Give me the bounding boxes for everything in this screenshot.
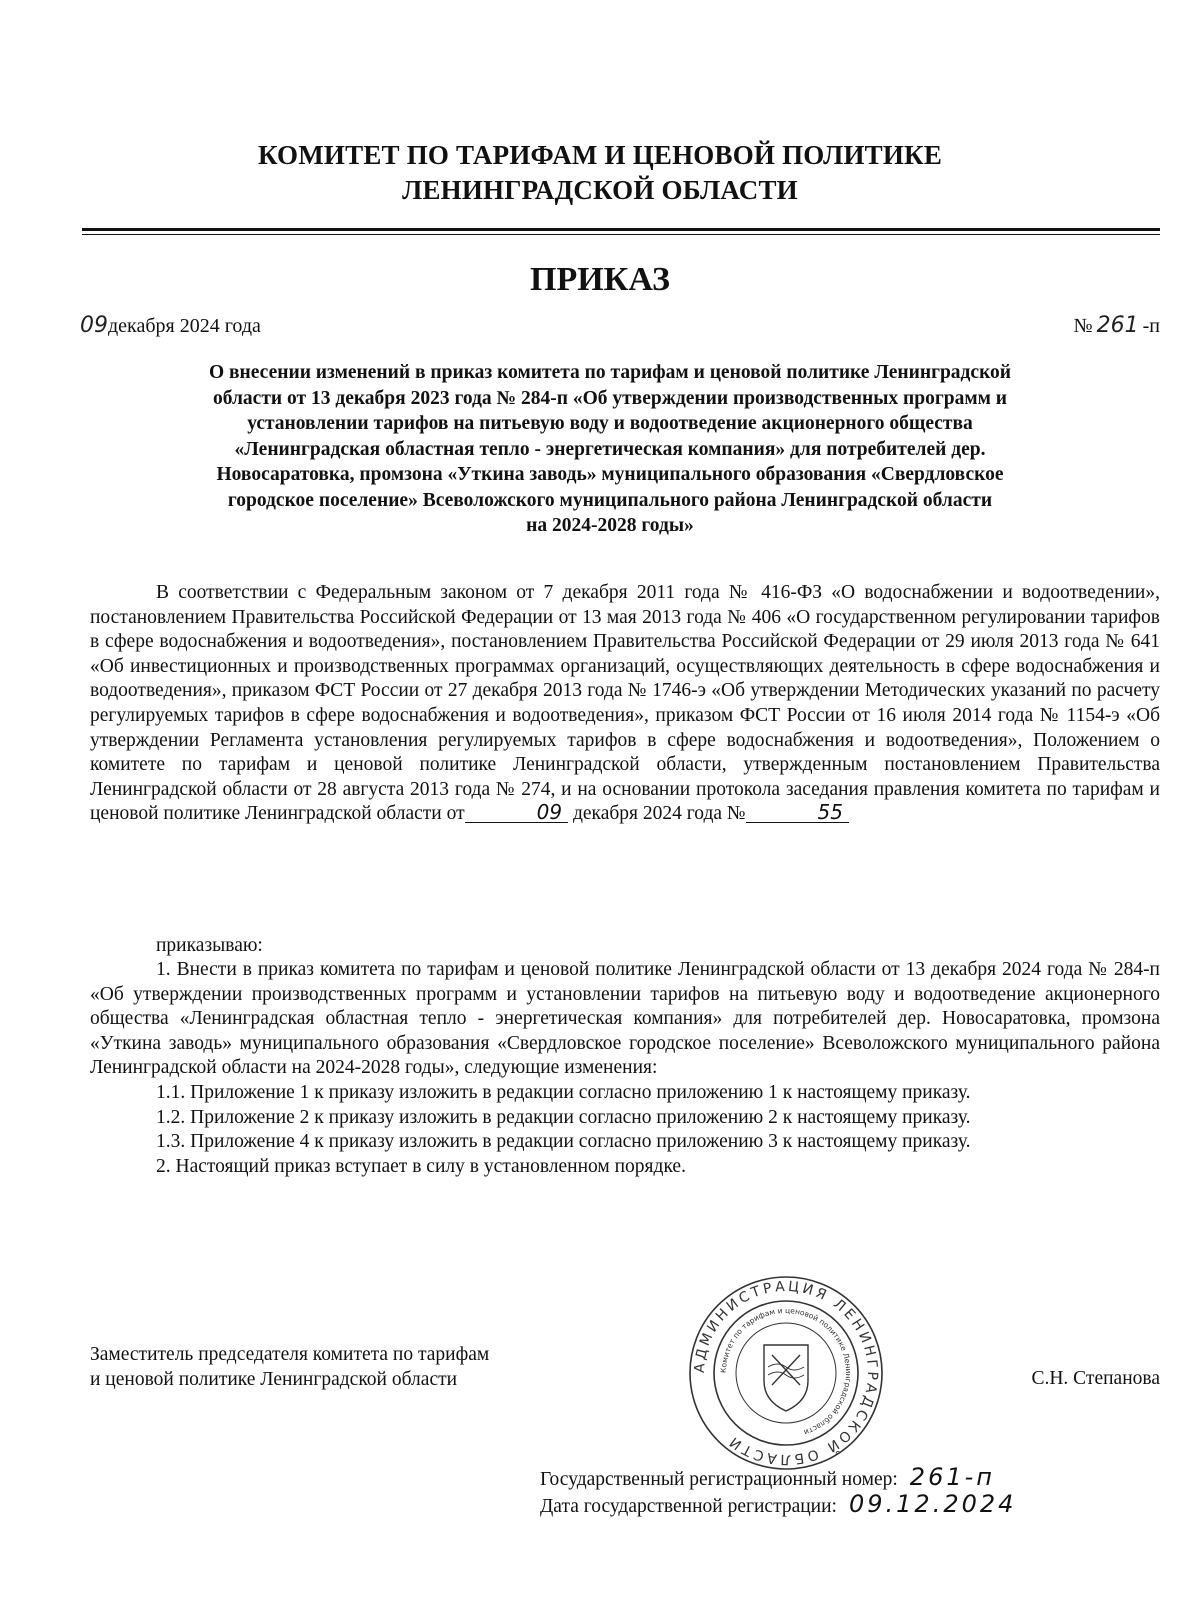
registration-date-value: 09.12.2024: [848, 1490, 1017, 1518]
protocol-number-handwritten: 55: [746, 802, 849, 823]
subject-line: «Ленинградская областная тепло - энергетическая компания» для потребителей дер.: [234, 438, 986, 460]
date-day-handwritten: 09: [80, 313, 108, 338]
order-item-1: 1. Внести в приказ комитета по тарифам и ценовой политике Ленинградской области от 13 декабря 2024 года № 284-п «Об утверждении производственных программ и установлении тарифов на питьевую воду и водоотведение акционерного общества «Ленинградская областная тепло - энергетическая компания» для потребителей дер. Новосаратовка, промзона «Уткина заводь» муниципального образования «Свердловское городское поселение» Всеволожского муниципального района Ленинградской области на 2024-2028 годы», следующие изменения:: [90, 959, 1160, 1079]
registration-date-label: Дата государственной регистрации:: [540, 1496, 837, 1517]
signer-position-line-1: Заместитель председателя комитета по тарифам: [90, 1344, 490, 1365]
subject-line: установлении тарифов на питьевую воду и водоотведение акционерного общества: [247, 413, 973, 434]
number-prefix: №: [1073, 315, 1093, 337]
subject-line: О внесении изменений в приказ комитета по тарифам и ценовой политике Ленинградской: [208, 362, 1012, 383]
registration-number-value: 261-п: [909, 1463, 995, 1491]
subject-line: городское поселение» Всеволожского муниципального района Ленинградской области: [227, 489, 993, 511]
org-line-1: КОМИТЕТ ПО ТАРИФАМ И ЦЕНОВОЙ ПОЛИТИКЕ: [257, 140, 943, 170]
order-items: [90, 958, 1160, 1179]
subject-line: на 2024-2028 годы»: [526, 515, 694, 536]
document-date: [80, 314, 261, 338]
document-number: [1074, 314, 1160, 338]
subject-line: области от 13 декабря 2023 года № 284-п «Об утверждении производственных программ и: [212, 387, 1008, 409]
order-subject: [110, 360, 1110, 539]
order-item-1-2: 1.2. Приложение 2 к приказу изложить в редакции согласно приложению 2 к настоящему приказу.: [156, 1106, 971, 1128]
seal-inner-text: Комитет по тарифам и ценовой политике Ленинградской области: [718, 1305, 854, 1438]
subject-line: Новосаратовка, промзона «Уткина заводь» муниципального образования «Свердловское: [216, 464, 1004, 485]
header-rule-thin: [82, 234, 1160, 235]
registration-number-row: [540, 1465, 1016, 1492]
signer-position-line-2: и ценовой политике Ленинградской области: [90, 1368, 458, 1390]
signer-name: С.Н. Степанова: [1031, 1368, 1160, 1389]
document-type-title: ПРИКАЗ: [530, 261, 670, 298]
registration-date-row: [540, 1492, 1016, 1519]
seal-outer-text: АДМИНИСТРАЦИЯ ЛЕНИНГРАДСКОЙ ОБЛАСТИ: [691, 1278, 881, 1468]
signer-position: [90, 1343, 489, 1392]
number-suffix: -п: [1142, 315, 1160, 337]
org-line-2: ЛЕНИНГРАДСКОЙ ОБЛАСТИ: [402, 175, 798, 205]
order-item-2: 2. Настоящий приказ вступает в силу в установленном порядке.: [156, 1155, 686, 1177]
order-word: приказываю:: [156, 935, 263, 956]
date-rest: декабря 2024 года: [108, 315, 261, 337]
order-item-1-3: 1.3. Приложение 4 к приказу изложить в редакции согласно приложению 3 к настоящему приказу.: [156, 1131, 971, 1153]
number-handwritten: 261: [1096, 313, 1139, 338]
organization-header: [0, 138, 1200, 208]
registration-number-label: Государственный регистрационный номер:: [540, 1469, 898, 1490]
header-rule-thick: [82, 228, 1160, 231]
registration-block: [540, 1465, 1016, 1519]
svg-text:Комитет по тарифам и ценовой п: [719, 1306, 853, 1437]
protocol-day-handwritten: 09: [465, 802, 568, 823]
official-seal-icon: [686, 1273, 886, 1473]
order-item-1-1: 1.1. Приложение 1 к приказу изложить в редакции согласно приложению 1 к настоящему приказу.: [156, 1081, 971, 1103]
preamble-text: В соответствии с Федеральным законом от 7 декабря 2011 года № 416-ФЗ «О водоснабжении и водоотведении», постановлением Правительства Российской Федерации от 13 мая 2013 года № 406 «О государственном регулировании тарифов в сфере водоснабжения и водоотведения», постановлением Правительства Российской Федерации от 29 июля 2013 года № 641 «Об инвестиционных и производственных программах организаций, осуществляющих деятельность в сфере водоснабжения и водоотведения», приказом ФСТ России от 27 декабря 2013 года № 1746-э «Об утверждении Методических указаний по расчету регулируемых тарифов в сфере водоснабжения и водоотведения», приказом ФСТ России от 16 июля 2014 года № 1154-э «Об утверждении Регламента установления регулируемых тарифов в сфере водоснабжения и водоотведения», Положением о комитете по тарифам и ценовой политике Ленинградской области, утвержденным постановлением Правительства Ленинградской области от 28 августа 2013 года № 274, и на основании протокола заседания правления комитета по тарифам и ценовой политике Ленинградской области от: [90, 582, 1160, 825]
preamble-text-mid: декабря 2024 года №: [568, 803, 746, 825]
preamble-paragraph: [90, 581, 1160, 827]
